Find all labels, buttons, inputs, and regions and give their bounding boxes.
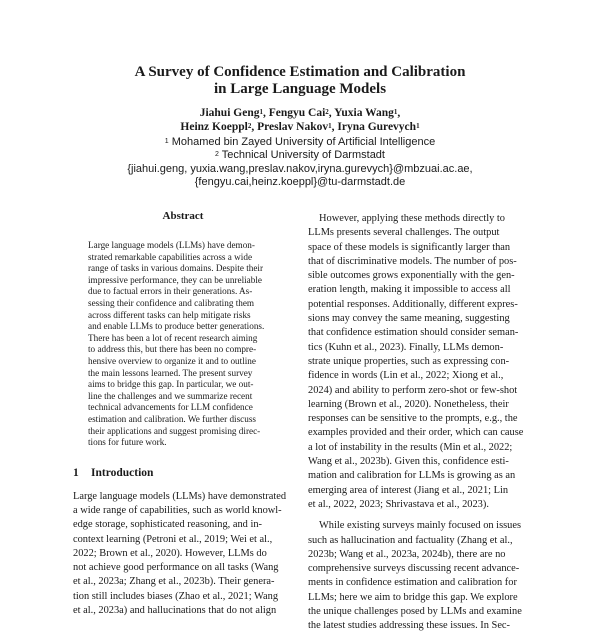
- text-line: Large language models (LLMs) have demonstrated: [73, 490, 287, 502]
- text-line: edge storage, sophisticated reasoning, and in-: [73, 519, 262, 531]
- text-line: across different tasks can help mitigate risks: [88, 309, 251, 320]
- text-line: to address this, but there has been no compre-: [88, 344, 257, 355]
- text-line: the unique challenges posed by LLMs and examine: [308, 606, 522, 618]
- text-line: emerging area of interest (Jiang et al., 2021; Lin: [308, 484, 509, 496]
- text-line: strate unique properties, such as expressing con-: [308, 355, 510, 367]
- email-line: {jiahui.geng, yuxia.wang,preslav.nakov,iryna.gurevych}@mbzuai.ac.ae,: [127, 162, 473, 175]
- text-line: LLMs; here we aim to bridge this gap. We explore: [308, 591, 518, 603]
- abstract-heading: Abstract: [162, 210, 204, 222]
- text-line: hensive overview to organize it and to outline: [88, 355, 256, 366]
- text-line: tion still includes biases (Zhao et al., 2021; Wang: [73, 590, 279, 602]
- author-separator: ,: [262, 107, 269, 119]
- text-line: 2022; Brown et al., 2020). However, LLMs do: [73, 547, 267, 559]
- affiliation-line: [0, 149, 600, 162]
- text-line: range of tasks in various domains. Despite their: [88, 263, 264, 274]
- introduction-body: [73, 490, 293, 619]
- paper-title: [0, 64, 600, 98]
- affiliation-text: Technical University of Darmstadt: [218, 149, 385, 162]
- affil-mark: 1: [164, 138, 169, 145]
- text-line: et al., 2023a) and hallucinations that do not align: [73, 605, 277, 617]
- author-name: Heinz Koeppl: [180, 121, 248, 133]
- text-line: 2023b; Wang et al., 2023a, 2024b), there are no: [308, 548, 506, 560]
- paragraph-surveys: [308, 519, 530, 633]
- text-line: responses can be sensitive to the prompts, e.g., the: [308, 413, 518, 425]
- text-line: comprehensive surveys discussing recent advance-: [308, 563, 520, 575]
- text-line: sions may convey the same meaning, suggesting: [308, 313, 510, 325]
- affiliation-text: Mohamed bin Zayed University of Artificial Intelligence: [168, 136, 436, 148]
- text-line: sible outcomes grows exponentially with the gen-: [308, 270, 515, 282]
- right-column: [308, 212, 530, 634]
- author-separator: ,: [328, 107, 335, 119]
- text-line: fidence in words (Lin et al., 2022; Xiong et al.,: [308, 370, 504, 382]
- text-line: due to factual errors in their generations. As-: [88, 286, 253, 297]
- text-line: their applications and suggest promising direc-: [88, 425, 261, 436]
- text-line: tics (Kuhn et al., 2023). Finally, LLMs demon-: [308, 341, 504, 353]
- text-line: that of discriminative models. The number of pos-: [308, 255, 517, 267]
- text-line: Large language models (LLMs) have demon-: [88, 240, 255, 250]
- text-line: examples provided and their order, which can cause: [308, 427, 524, 439]
- text-line: such as hallucination and factuality (Zhang et al.,: [308, 534, 513, 546]
- author-affil-mark: 2: [247, 122, 252, 130]
- author-affil-mark: 1: [259, 108, 263, 116]
- text-line: However, applying these methods directly to: [319, 213, 505, 224]
- text-line: LLMs presents several challenges. The output: [308, 227, 500, 239]
- paragraph-challenges: [308, 212, 530, 512]
- text-line: not achieve good performance on all tasks (Wang: [73, 562, 279, 574]
- title-line: in Large Language Models: [213, 81, 387, 97]
- text-line: space of these models is significantly larger than: [308, 241, 511, 253]
- text-line: eration length, making it impossible to access all: [308, 284, 511, 296]
- text-line: technical advancements for LLM confidence: [88, 402, 253, 413]
- text-line: Wang et al., 2023b). Given this, confidence esti-: [308, 456, 509, 468]
- text-line: line the challenges and we summarize recent: [88, 390, 253, 401]
- text-line: learning (Brown et al., 2020). Nonetheless, their: [308, 398, 509, 410]
- text-line: aims to bridge this gap. In particular, we out-: [88, 379, 254, 390]
- author-line: [0, 106, 600, 120]
- author-affil-mark: 1: [393, 108, 398, 116]
- author-separator: ,: [331, 121, 338, 133]
- affil-mark: 2: [215, 151, 219, 159]
- text-line: a lot of instability in the results (Min et al., 2022;: [308, 441, 513, 453]
- text-line: tions for future work.: [88, 437, 167, 448]
- text-line: a wide range of capabilities, such as world knowl-: [73, 504, 282, 516]
- title-line: A Survey of Confidence Estimation and Calibration: [134, 64, 466, 80]
- affiliations: [0, 136, 600, 190]
- text-line: mation and calibration for LLMs is growing as an: [308, 470, 516, 482]
- author-separator: ,: [397, 107, 401, 119]
- text-line: potential responses. Additionally, different expres-: [308, 298, 518, 310]
- author-name: Yuxia Wang: [334, 107, 394, 119]
- abstract-body: [73, 240, 293, 449]
- author-name: Jiahui Geng: [199, 107, 260, 119]
- affiliation-line: [0, 136, 600, 149]
- text-line: There has been a lot of recent research aiming: [88, 332, 258, 343]
- author-affil-mark: 1: [416, 122, 420, 130]
- text-line: context learning (Petroni et al., 2019; Wei et al.,: [73, 533, 273, 545]
- author-line: [0, 120, 600, 134]
- email-line: {fengyu.cai,heinz.koeppl}@tu-darmstadt.de: [194, 176, 406, 189]
- author-separator: ,: [251, 121, 258, 133]
- text-line: that confidence estimation should consider seman-: [308, 327, 519, 339]
- author-name: Preslav Nakov: [257, 121, 329, 133]
- text-line: sessing their confidence and calibrating them: [88, 297, 255, 308]
- text-line: ments in confidence estimation and calibration for: [308, 577, 517, 589]
- left-column: [73, 210, 293, 618]
- author-name: Fengyu Cai: [268, 107, 326, 119]
- text-line: 2024) and ability to perform zero-shot or few-shot: [308, 384, 518, 396]
- text-line: the latest studies addressing these issues. In Sec-: [308, 620, 510, 632]
- author-affil-mark: 2: [325, 108, 329, 116]
- author-name: Iryna Gurevych: [337, 121, 417, 133]
- text-line: impressive performance, they can be unreliable: [88, 274, 262, 285]
- author-list: [0, 106, 600, 134]
- text-line: and enable LLMs to produce better generations.: [88, 321, 265, 332]
- text-line: the main lessons learned. The present survey: [88, 367, 253, 378]
- text-line: et al., 2022, 2023; Shrivastava et al., 2023).: [308, 498, 489, 510]
- text-line: strated remarkable capabilities across a wide: [88, 251, 253, 262]
- text-line: et al., 2023a; Zhang et al., 2023b). Their genera-: [73, 576, 275, 588]
- section-heading-introduction: [73, 466, 293, 480]
- text-line: estimation and calibration. We further discuss: [88, 413, 256, 424]
- author-affil-mark: 1: [328, 122, 332, 130]
- section-number: 1: [73, 466, 79, 479]
- section-title: Introduction: [91, 466, 154, 479]
- text-line: While existing surveys mainly focused on issues: [319, 520, 522, 532]
